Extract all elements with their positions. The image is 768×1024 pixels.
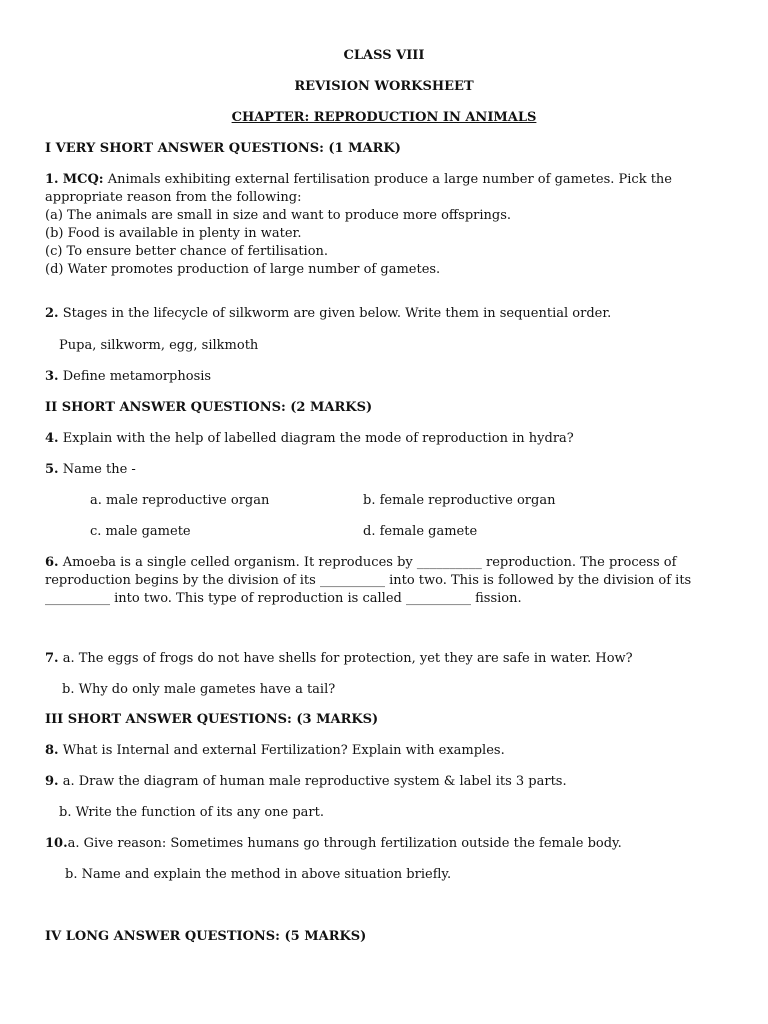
q1-tag: MCQ: <box>62 172 104 187</box>
q1-stem-text1: Animals exhibiting external fertilisation produce a large number of gametes. Pick the <box>103 172 673 187</box>
q1-option-c: (c) To ensure better chance of fertilisation. <box>45 244 329 259</box>
q5-option-a: a. male reproductive organ <box>90 493 270 508</box>
q9-part-a <box>45 773 567 791</box>
q9-question-a: a. Draw the diagram of human male reproductive system & label its 3 parts. <box>58 774 567 789</box>
q6-line3: __________ into two. This type of reproduction is called __________ fission. <box>45 591 522 606</box>
q3-text <box>45 368 211 386</box>
q5-number: 5. <box>45 462 59 477</box>
q6-line1 <box>45 554 676 572</box>
q4-text <box>45 430 574 448</box>
q9-part-b: b. Write the function of its any one part. <box>59 805 324 820</box>
q2-question: Stages in the lifecycle of silkworm are given below. Write them in sequential order. <box>58 306 612 321</box>
q10-number: 10. <box>45 836 68 851</box>
q1-stem-line1 <box>45 171 672 189</box>
q7-question-a: a. The eggs of frogs do not have shells for protection, yet they are safe in water. How? <box>58 651 633 666</box>
chapter-heading: CHAPTER: REPRODUCTION IN ANIMALS <box>231 110 537 125</box>
section-2-heading: II SHORT ANSWER QUESTIONS: (2 MARKS) <box>45 400 373 415</box>
q5-option-b: b. female reproductive organ <box>363 493 556 508</box>
section-3-heading: III SHORT ANSWER QUESTIONS: (3 MARKS) <box>45 712 379 727</box>
q2-text <box>45 305 611 323</box>
chapter-heading-wrap <box>0 109 768 127</box>
q7-part-b: b. Why do only male gametes have a tail? <box>62 682 336 697</box>
q8-text <box>45 742 505 760</box>
q4-question: Explain with the help of labelled diagram the mode of reproduction in hydra? <box>58 431 574 446</box>
q5-text <box>45 461 136 479</box>
q1-option-d: (d) Water promotes production of large number of gametes. <box>45 262 441 277</box>
q2-sub: Pupa, silkworm, egg, silkmoth <box>59 338 259 353</box>
q7-part-a <box>45 650 633 668</box>
section-1-heading: I VERY SHORT ANSWER QUESTIONS: (1 MARK) <box>45 141 401 156</box>
q1-option-b: (b) Food is available in plenty in water. <box>45 226 302 241</box>
q5-option-d: d. female gamete <box>363 524 478 539</box>
q3-question: Define metamorphosis <box>58 369 212 384</box>
q9-number: 9. <box>45 774 59 789</box>
q7-number: 7. <box>45 651 59 666</box>
q5-question: Name the - <box>58 462 136 477</box>
q1-number: 1. <box>45 172 59 187</box>
q10-question-a: a. Give reason: Sometimes humans go through fertilization outside the female body. <box>67 836 622 851</box>
q2-number: 2. <box>45 306 59 321</box>
q4-number: 4. <box>45 431 59 446</box>
q6-number: 6. <box>45 555 59 570</box>
q1-stem-line2: appropriate reason from the following: <box>45 190 302 205</box>
section-4-heading: IV LONG ANSWER QUESTIONS: (5 MARKS) <box>45 929 367 944</box>
worksheet-heading: REVISION WORKSHEET <box>294 79 474 94</box>
q5-option-c: c. male gamete <box>90 524 191 539</box>
q3-number: 3. <box>45 369 59 384</box>
q6-line2: reproduction begins by the division of its __________ into two. This is followed by the division of its <box>45 573 692 588</box>
q8-number: 8. <box>45 743 59 758</box>
q6-text1: Amoeba is a single celled organism. It reproduces by __________ reproduction. The process of <box>58 555 677 570</box>
q1-option-a: (a) The animals are small in size and want to produce more offsprings. <box>45 208 512 223</box>
class-heading: CLASS VIII <box>343 48 425 63</box>
q8-question: What is Internal and external Fertilization? Explain with examples. <box>58 743 505 758</box>
q10-part-a <box>45 835 622 853</box>
q10-part-b: b. Name and explain the method in above situation briefly. <box>65 867 452 882</box>
